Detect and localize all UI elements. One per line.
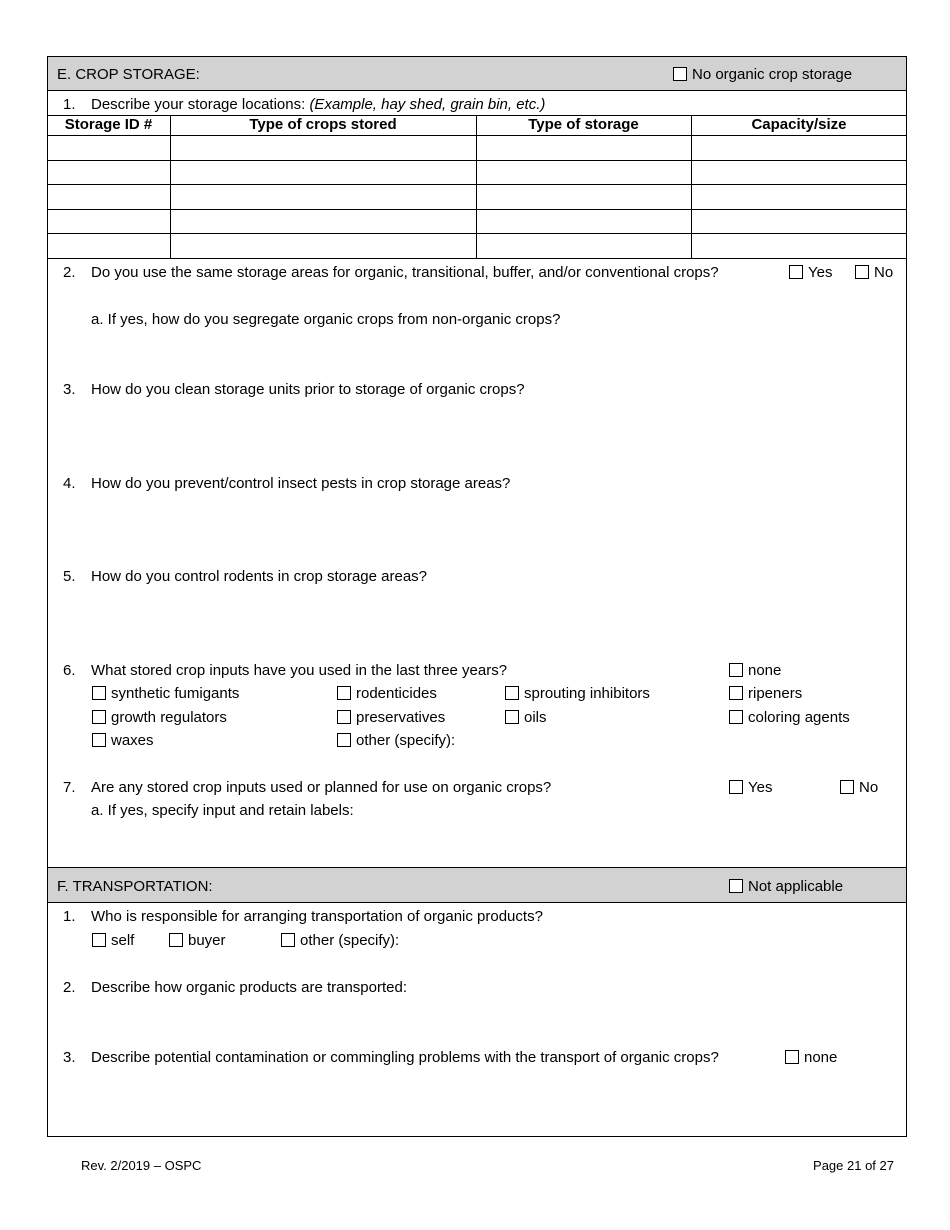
q6-synthetic-fumigants-label: synthetic fumigants xyxy=(111,685,240,702)
table-cell[interactable] xyxy=(695,188,903,208)
q6-synthetic-fumigants-option[interactable] xyxy=(92,685,239,702)
table-cell[interactable] xyxy=(480,139,687,159)
no-organic-storage-option[interactable] xyxy=(673,66,852,83)
table-row-line xyxy=(47,184,907,185)
q6-coloring-agents-label: coloring agents xyxy=(748,709,850,726)
q7-no-option[interactable] xyxy=(840,779,878,796)
q7-yes-option[interactable] xyxy=(729,779,772,796)
header-capacity: Capacity/size xyxy=(751,116,847,133)
table-bottom-line xyxy=(47,258,907,259)
no-organic-storage-label: No organic crop storage xyxy=(692,66,853,83)
q1-example: (Example, hay shed, grain bin, etc.) xyxy=(309,96,546,113)
table-cell[interactable] xyxy=(51,237,166,257)
q7a-text: a. If yes, specify input and retain labels: xyxy=(91,802,354,819)
q4-text: How do you prevent/control insect pests in crop storage areas? xyxy=(91,475,511,492)
q6-oils-checkbox[interactable] xyxy=(505,710,519,724)
f-q1-self-checkbox[interactable] xyxy=(92,933,106,947)
f-q3-number: 3. xyxy=(63,1049,76,1066)
q6-oils-option[interactable] xyxy=(505,709,547,726)
q4-number: 4. xyxy=(63,475,76,492)
f-q3-none-option[interactable] xyxy=(785,1049,837,1066)
q2a-text: a. If yes, how do you segregate organic crops from non-organic crops? xyxy=(91,311,561,328)
table-cell[interactable] xyxy=(51,213,166,232)
footer-revision: Rev. 2/2019 – OSPC xyxy=(81,1158,202,1173)
header-storage-id: Storage ID # xyxy=(64,116,153,133)
q6-none-checkbox[interactable] xyxy=(729,663,743,677)
q2-no-label: No xyxy=(874,264,894,281)
q6-preservatives-checkbox[interactable] xyxy=(337,710,351,724)
not-applicable-option[interactable] xyxy=(729,878,843,895)
no-organic-storage-checkbox[interactable] xyxy=(673,67,687,81)
f-q3-none-label: none xyxy=(804,1049,838,1066)
q6-sprouting-inhibitors-label: sprouting inhibitors xyxy=(524,685,650,702)
q2-yes-checkbox[interactable] xyxy=(789,265,803,279)
q6-waxes-checkbox[interactable] xyxy=(92,733,106,747)
table-row-line xyxy=(47,160,907,161)
q6-preservatives-label: preservatives xyxy=(356,709,446,726)
table-cell[interactable] xyxy=(480,188,687,208)
q1-question xyxy=(91,96,545,113)
q3-number: 3. xyxy=(63,381,76,398)
q2-no-option[interactable] xyxy=(855,264,893,281)
q6-none-option[interactable] xyxy=(729,662,781,679)
q1-number: 1. xyxy=(63,96,76,113)
q6-sprouting-inhibitors-checkbox[interactable] xyxy=(505,686,519,700)
q6-text: What stored crop inputs have you used in the last three years? xyxy=(91,662,508,679)
q2-number: 2. xyxy=(63,264,76,281)
q3-text: How do you clean storage units prior to storage of organic crops? xyxy=(91,381,525,398)
table-cell[interactable] xyxy=(174,188,472,208)
f-q1-other-checkbox[interactable] xyxy=(281,933,295,947)
q6-other-option[interactable] xyxy=(337,732,455,749)
section-f-title: F. TRANSPORTATION: xyxy=(57,878,213,895)
f-q1-buyer-checkbox[interactable] xyxy=(169,933,183,947)
table-cell[interactable] xyxy=(480,213,687,232)
header-crops-stored: Type of crops stored xyxy=(249,116,397,133)
section-e-title: E. CROP STORAGE: xyxy=(57,66,200,83)
f-q1-self-label: self xyxy=(111,932,135,949)
f-q1-number: 1. xyxy=(63,908,76,925)
q2-yes-option[interactable] xyxy=(789,264,832,281)
q7-yes-checkbox[interactable] xyxy=(729,780,743,794)
q6-growth-regulators-option[interactable] xyxy=(92,709,227,726)
table-cell[interactable] xyxy=(51,164,166,183)
table-col-divider xyxy=(691,115,692,258)
q6-rodenticides-option[interactable] xyxy=(337,685,437,702)
table-cell[interactable] xyxy=(480,164,687,183)
table-cell[interactable] xyxy=(695,213,903,232)
q6-oils-label: oils xyxy=(524,709,547,726)
f-q3-none-checkbox[interactable] xyxy=(785,1050,799,1064)
q6-coloring-agents-checkbox[interactable] xyxy=(729,710,743,724)
table-cell[interactable] xyxy=(174,164,472,183)
q7-no-checkbox[interactable] xyxy=(840,780,854,794)
q6-waxes-label: waxes xyxy=(111,732,154,749)
f-q1-other-label: other (specify): xyxy=(300,932,400,949)
q7-number: 7. xyxy=(63,779,76,796)
q6-growth-regulators-checkbox[interactable] xyxy=(92,710,106,724)
q6-synthetic-fumigants-checkbox[interactable] xyxy=(92,686,106,700)
q6-ripeners-label: ripeners xyxy=(748,685,803,702)
q2-text: Do you use the same storage areas for organic, transitional, buffer, and/or conventional crops? xyxy=(91,264,719,281)
table-col-divider xyxy=(476,115,477,258)
q6-waxes-option[interactable] xyxy=(92,732,154,749)
q6-number: 6. xyxy=(63,662,76,679)
table-cell[interactable] xyxy=(695,237,903,257)
f-q3-text: Describe potential contamination or commingling problems with the transport of organic crops? xyxy=(91,1049,719,1066)
q2-no-checkbox[interactable] xyxy=(855,265,869,279)
table-cell[interactable] xyxy=(174,139,472,159)
f-q1-other-option[interactable] xyxy=(281,932,399,949)
q6-other-checkbox[interactable] xyxy=(337,733,351,747)
q6-preservatives-option[interactable] xyxy=(337,709,445,726)
q6-other-label: other (specify): xyxy=(356,732,456,749)
table-row-line xyxy=(47,233,907,234)
q1-text: Describe your storage locations: xyxy=(91,96,310,113)
table-cell[interactable] xyxy=(480,237,687,257)
q6-ripeners-checkbox[interactable] xyxy=(729,686,743,700)
q5-number: 5. xyxy=(63,568,76,585)
q6-ripeners-option[interactable] xyxy=(729,685,802,702)
f-q1-self-option[interactable] xyxy=(92,932,134,949)
table-col-divider xyxy=(170,115,171,258)
q7-yes-label: Yes xyxy=(748,779,773,796)
table-cell[interactable] xyxy=(51,139,166,159)
header-storage-type: Type of storage xyxy=(528,116,639,133)
q6-none-label: none xyxy=(748,662,782,679)
q6-sprouting-inhibitors-option[interactable] xyxy=(505,685,650,702)
table-cell[interactable] xyxy=(174,213,472,232)
table-header-line xyxy=(47,135,907,136)
table-cell[interactable] xyxy=(695,164,903,183)
q6-rodenticides-checkbox[interactable] xyxy=(337,686,351,700)
f-q1-text: Who is responsible for arranging transportation of organic products? xyxy=(91,908,543,925)
not-applicable-label: Not applicable xyxy=(748,878,844,895)
q6-growth-regulators-label: growth regulators xyxy=(111,709,227,726)
not-applicable-checkbox[interactable] xyxy=(729,879,743,893)
table-cell[interactable] xyxy=(51,188,166,208)
f-q2-number: 2. xyxy=(63,979,76,996)
footer-page-number: Page 21 of 27 xyxy=(813,1158,894,1173)
q5-text: How do you control rodents in crop storage areas? xyxy=(91,568,428,585)
q6-rodenticides-label: rodenticides xyxy=(356,685,437,702)
q7-no-label: No xyxy=(859,779,879,796)
f-q2-text: Describe how organic products are transported: xyxy=(91,979,407,996)
f-q1-buyer-label: buyer xyxy=(188,932,226,949)
q2-yes-label: Yes xyxy=(808,264,833,281)
table-cell[interactable] xyxy=(695,139,903,159)
f-q1-buyer-option[interactable] xyxy=(169,932,226,949)
table-cell[interactable] xyxy=(174,237,472,257)
q6-coloring-agents-option[interactable] xyxy=(729,709,850,726)
table-row-line xyxy=(47,209,907,210)
q7-text: Are any stored crop inputs used or planned for use on organic crops? xyxy=(91,779,552,796)
